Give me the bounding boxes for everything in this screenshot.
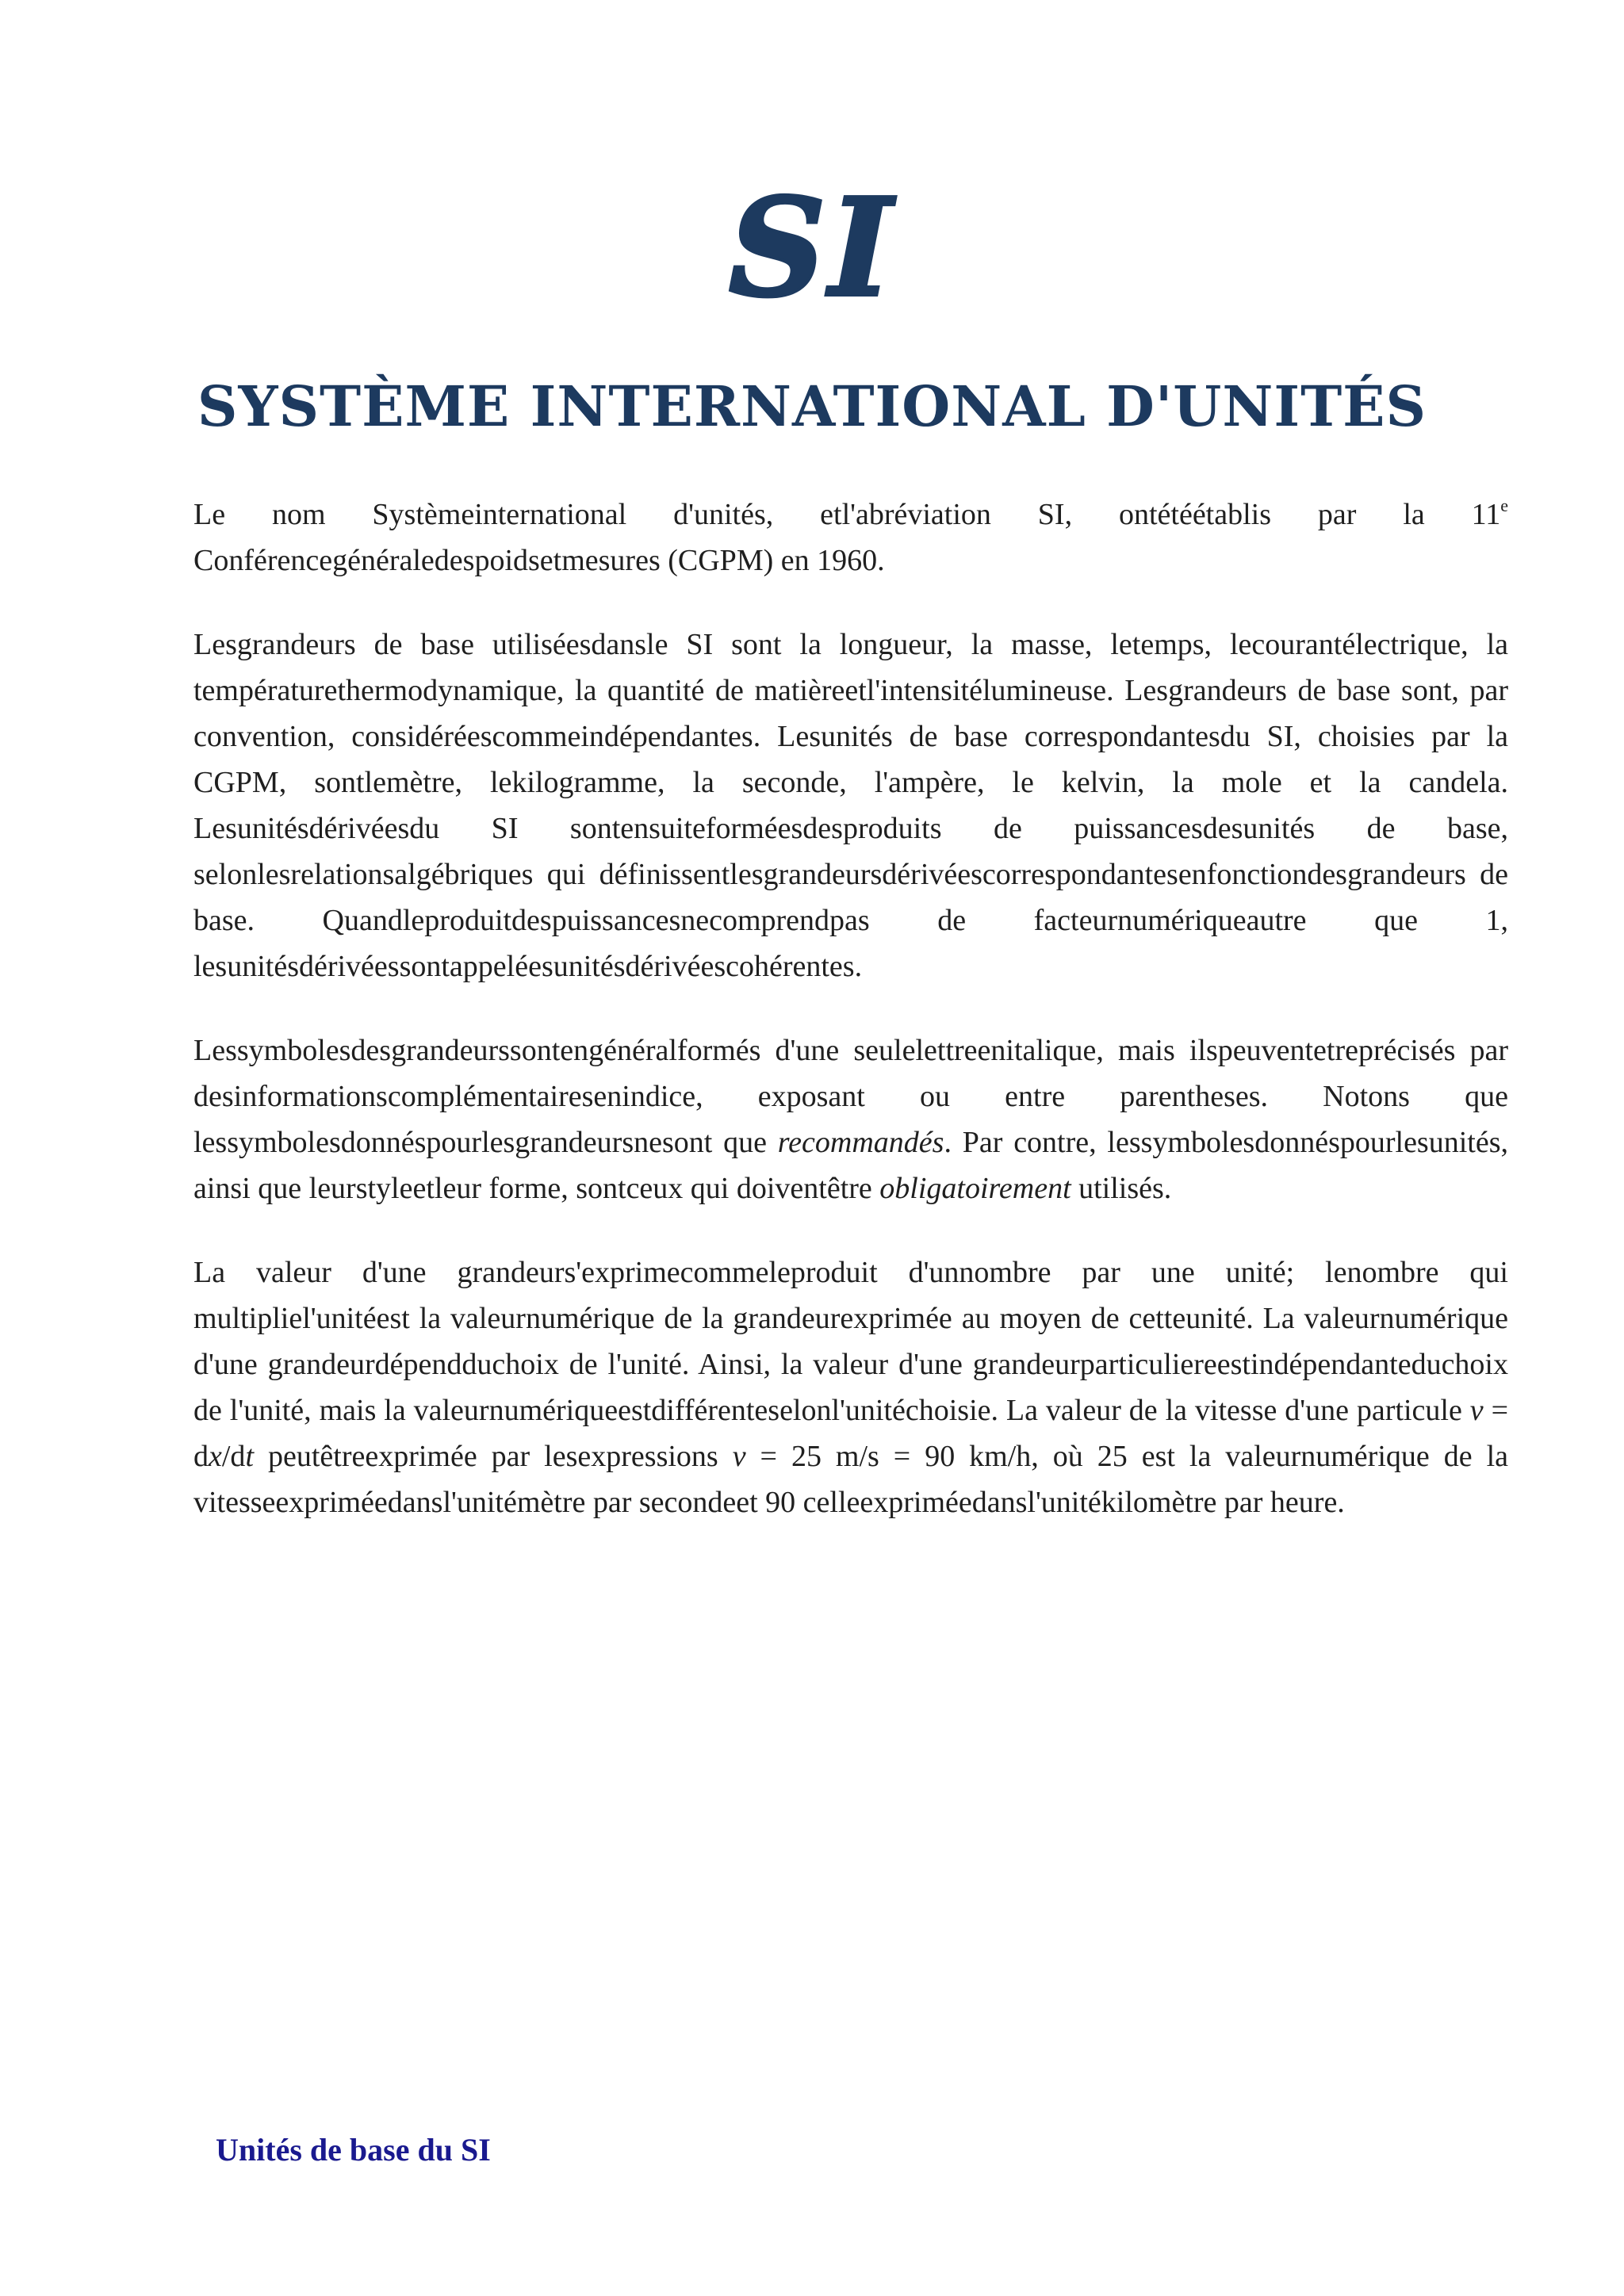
- italic-symbol: v: [1469, 1394, 1484, 1427]
- italic-symbol: x: [209, 1440, 222, 1473]
- superscript: e: [1500, 496, 1508, 515]
- paragraph-intro: [193, 492, 1508, 584]
- text-run: = d: [193, 1394, 1508, 1473]
- italic-text: obligatoirement: [879, 1172, 1071, 1205]
- text-run: = 25 m/s = 90 km/h, où 25 est la valeurnumérique de la vitesseexpriméedansl'unitémètre par secondeet 90 celleexpriméedansl'unitékilomètre par heure.: [193, 1440, 1508, 1519]
- page-title: SYSTÈME INTERNATIONAL D'UNITÉS: [197, 373, 1427, 439]
- text-run: . Par contre, lessymbolesdonnéspourlesunités, ainsi que leurstyleetleur forme, sontceux qui doiventêtre: [193, 1126, 1508, 1205]
- italic-text: recommandés: [777, 1126, 944, 1159]
- si-logo: SI: [728, 169, 896, 327]
- text-run: Conférencegénéraledespoidsetmesures (CGPM) en 1960.: [193, 544, 885, 577]
- paragraph-base-quantities: Lesgrandeurs de base utiliséesdansle SI sont la longueur, la masse, letemps, lecourantélectrique, la températurethermodynamique, la quantité de matièreetl'intensitélumineuse. Lesgrandeurs de base sont, par convention, considéréescommeindépendantes. Lesunités de base correspondantesdu SI, choisies par la CGPM, sontlemètre, lekilogramme, la seconde, l'ampère, le kelvin, la mole et la candela. Lesunitésdérivéesdu SI sontensuiteforméesdesproduits de puissancesdesunités de base, selonlesrelationsalgébriques qui définissentlesgrandeursdérivéescorrespondantesenfonctiondesgrandeurs de base. Quandleproduitdespuissancesnecomprendpas de facteurnumériqueautre que 1, lesunitésdérivéessontappeléesunitésdérivéescohérentes.: [193, 628, 1508, 983]
- section-heading-base-units: Unités de base du SI: [216, 2132, 491, 2168]
- text-run: /d: [221, 1440, 246, 1473]
- italic-symbol: v: [732, 1440, 746, 1473]
- text-run: Lessymbolesdesgrandeurssontengénéralformés d'une seulelettreenitalique, mais ilspeuventetreprécisés par desinformationscomplémentairesenindice, exposant ou entre parentheses. Notons que lessymbolesdonnéspourlesgrandeursnesont que: [193, 1034, 1508, 1159]
- text-run: peutêtreexprimée par lesexpressions: [254, 1440, 733, 1473]
- italic-symbol: t: [245, 1440, 254, 1473]
- paragraph-symbols: [193, 1027, 1508, 1211]
- paragraph-values: [193, 1249, 1508, 1525]
- text-run: Le nom Systèmeinternational d'unités, etl'abréviation SI, ontétéétablis par la 11: [193, 498, 1501, 531]
- text-run: La valeur d'une grandeurs'exprimecommeleproduit d'unnombre par une unité; lenombre qui multipliel'unitéest la valeurnumérique de la grandeurexprimée au moyen de cetteunité. La valeurnumérique d'une grandeurdépendduchoix de l'unité. Ainsi, la valeur d'une grandeurparticuliereestindépendanteduchoix de l'unité, mais la valeurnumériqueestdifférenteselonl'unitéchoisie. La valeur de la vitesse d'une particule: [193, 1256, 1508, 1427]
- document-body: [193, 492, 1508, 1563]
- text-run: utilisés.: [1071, 1172, 1172, 1205]
